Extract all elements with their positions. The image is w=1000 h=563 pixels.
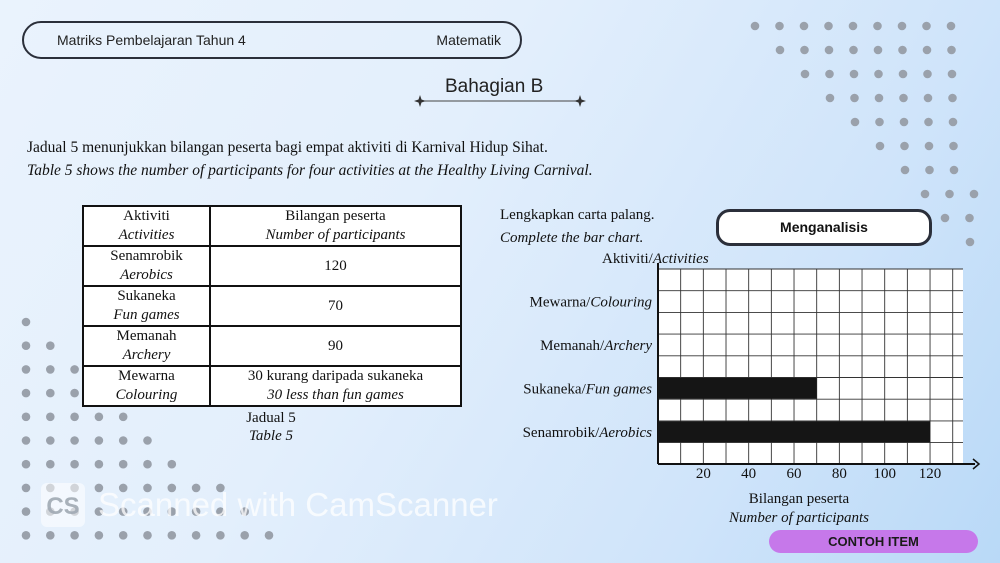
intro-english: Table 5 shows the number of participants for four activities at the Healthy Living Carnival.: [27, 162, 593, 179]
instruction-english: Complete the bar chart.: [500, 230, 644, 246]
table-caption-malay: Jadual 5: [246, 410, 296, 426]
activity-malay: Mewarna: [118, 368, 175, 384]
category-label-malay: Sukaneka/: [523, 381, 586, 398]
y-axis-title-english: Activities: [652, 251, 709, 267]
count-value: 90: [328, 337, 343, 354]
x-tick-label: 120: [918, 466, 942, 482]
count-value: 70: [328, 297, 343, 314]
x-tick-label: 20: [695, 466, 711, 482]
category-label-malay: Mewarna/: [529, 294, 591, 311]
activity-malay: Memanah: [116, 328, 177, 344]
x-tick-label: 60: [786, 466, 802, 482]
bar-aerobics: [658, 421, 930, 442]
header-course-label: Matriks Pembelajaran Tahun 4: [57, 32, 246, 48]
instruction-malay: Lengkapkan carta palang.: [500, 207, 655, 223]
activity-english: Archery: [122, 347, 171, 363]
activity-english: Colouring: [115, 387, 178, 403]
category-label-english: Archery: [604, 337, 652, 354]
sample-item-badge: CONTOH ITEM: [769, 530, 978, 553]
y-axis-title: [602, 251, 709, 267]
x-axis-title-malay: Bilangan peserta: [748, 491, 850, 507]
skill-badge: Menganalisis: [716, 209, 932, 246]
header-subject-label: Matematik: [436, 32, 501, 48]
svg-text:CS: CS: [46, 493, 80, 520]
activity-english: Aerobics: [120, 267, 173, 283]
count-value: 120: [324, 257, 347, 274]
count-value: 30 kurang daripada sukaneka: [247, 368, 424, 384]
category-label-english: Aerobics: [599, 424, 652, 441]
activity-malay: Senamrobik: [110, 248, 183, 264]
x-tick-label: 80: [831, 466, 847, 482]
activity-english: Fun games: [113, 307, 180, 323]
table-caption-english: Table 5: [248, 428, 294, 444]
category-label-english: Fun games: [585, 381, 652, 398]
activity-malay: Sukaneka: [117, 288, 176, 304]
bar-fun-games: [658, 378, 817, 399]
category-label: [540, 338, 652, 354]
category-label: [523, 425, 653, 441]
header-count-english: Number of participants: [265, 227, 406, 243]
category-label-malay: Senamrobik/: [522, 424, 600, 441]
section-title: Bahagian B: [445, 76, 544, 97]
camscanner-logo-icon: [40, 482, 86, 528]
intro-malay: Jadual 5 menunjukkan bilangan peserta bagi empat aktiviti di Karnival Hidup Sihat.: [27, 139, 548, 156]
y-axis-title-malay: Aktiviti/: [602, 251, 653, 267]
category-label: [530, 295, 653, 311]
category-label-malay: Memanah/: [540, 337, 605, 354]
x-axis-title-english: Number of participants: [728, 510, 870, 526]
count-value-english: 30 less than fun games: [267, 387, 404, 403]
x-tick-label: 40: [741, 466, 757, 482]
watermark-text: Scanned with CamScanner: [98, 486, 498, 523]
header-activity-english: Activities: [118, 227, 175, 243]
header-activity-malay: Aktiviti: [123, 208, 170, 224]
header-count-malay: Bilangan peserta: [285, 208, 386, 224]
category-label: [523, 381, 652, 397]
x-tick-label: 100: [873, 466, 896, 482]
category-label-english: Colouring: [590, 294, 652, 311]
